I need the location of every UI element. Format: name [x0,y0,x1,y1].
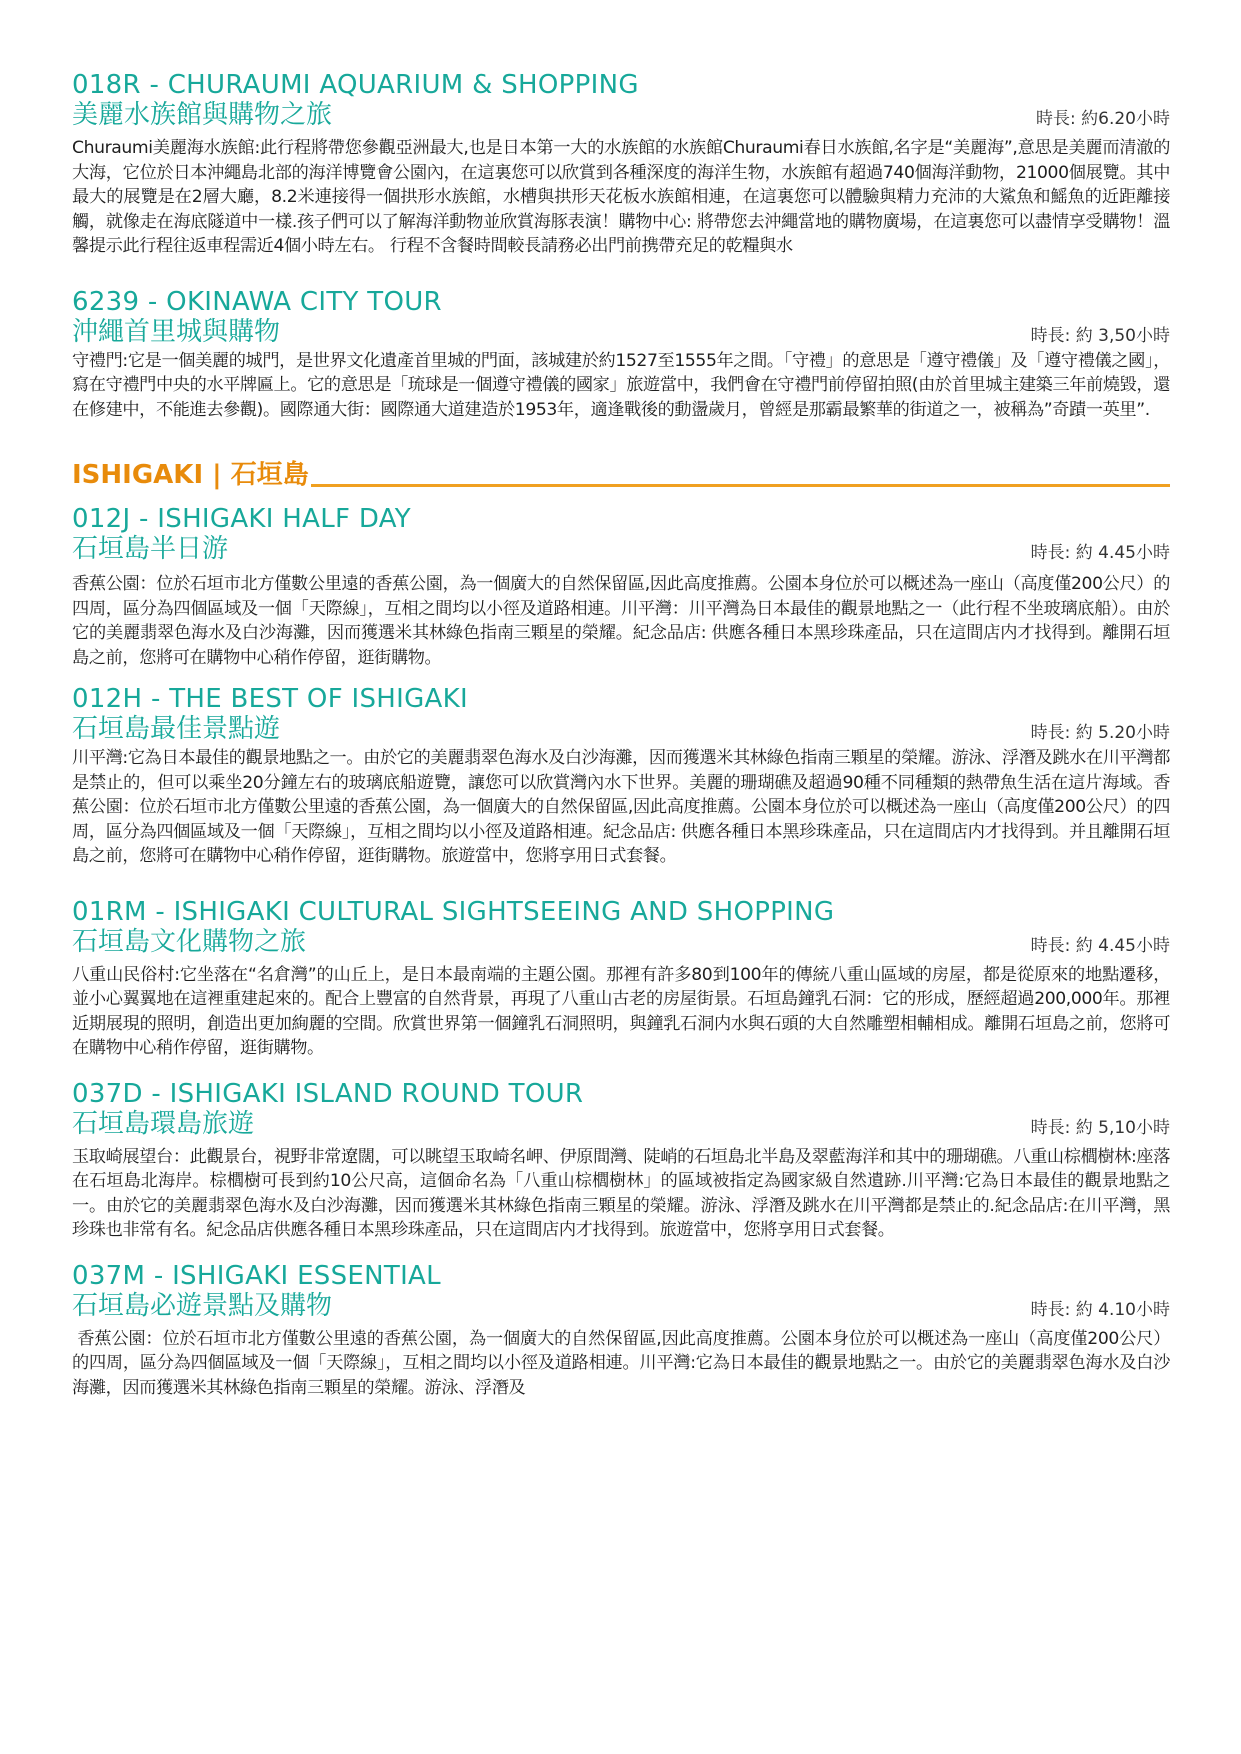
tour-description: 川平灣:它為日本最佳的觀景地點之一。由於它的美麗翡翠色海水及白沙海灘，因而獲選米其林綠色指南三顆星的榮耀。游泳、浮潛及跳水在川平灣都是禁止的，但可以乘坐20分鐘左右的玻璃底船遊覽，讓您可以欣賞灣內水下世界。美麗的珊瑚礁及超過90種不同種類的熱帶魚生活在這片海域。香蕉公園：位於石垣市北方僅數公里遠的香蕉公園，為一個廣大的自然保留區,因此高度推薦。公園本身位於可以概述為一座山（高度僅200公尺）的四周，區分為四個區域及一個「天際線」，互相之間均以小徑及道路相連。紀念品店: 供應各種日本黑珍珠產品，只在這間店内才找得到。并且離開石垣島之前，您將可在購物中心稍作停留，逛街購物。旅遊當中，您將享用日式套餐。 [72,748,1170,866]
tour-012j [72,504,1170,670]
tour-zh-title: 石垣島環島旅遊 [72,1108,255,1139]
tour-code: 018R - CHURAUMI AQUARIUM & SHOPPING [72,70,639,100]
tour-zh-title: 美麗水族館與購物之旅 [72,100,333,130]
tour-zh-title: 石垣島最佳景點遊 [72,714,281,744]
tour-code: 037M - ISHIGAKI ESSENTIAL [72,1260,441,1291]
tour-description: 香蕉公園：位於石垣市北方僅數公里遠的香蕉公園，為一個廣大的自然保留區,因此高度推薦。公園本身位於可以概述為一座山（高度僅200公尺）的四周，區分為四個區域及一個「天際線」，互相之間均以小徑及道路相連。川平灣：川平灣為日本最佳的觀景地點之一（此行程不坐玻璃底船）。由於它的美麗翡翠色海水及白沙海灘，因而獲選米其林綠色指南三顆星的榮耀。紀念品店: 供應各種日本黑珍珠產品，只在這間店内才找得到。離開石垣島之前，您將可在購物中心稍作停留，逛街購物。 [72,574,1170,668]
tour-document [72,70,1170,1400]
tour-duration: 時長: 約 5,10小時 [1030,1117,1170,1138]
tour-duration: 時長: 約 5.20小時 [1030,723,1170,743]
tour-title-row [72,1109,1170,1139]
tour-zh-title: 石垣島半日游 [72,534,229,564]
tour-037d [72,1079,1170,1243]
tour-title-row [72,317,1170,347]
tour-title-row [72,927,1170,957]
region-title: ISHIGAKI | 石垣島 [72,460,309,490]
tour-duration: 時長: 約6.20小時 [1036,109,1170,129]
tour-code: 037D - ISHIGAKI ISLAND ROUND TOUR [72,1078,584,1109]
tour-duration: 時長: 約 3,50小時 [1030,325,1170,346]
tour-zh-title: 石垣島文化購物之旅 [72,926,307,957]
tour-description: 八重山民俗村:它坐落在“名倉灣”的山丘上，是日本最南端的主題公園。那裡有許多80到100年的傳統八重山區域的房屋，都是從原來的地點遷移，並小心翼翼地在這裡重建起來的。配合上豐富的自然背景，再現了八重山古老的房屋街景。石垣島鐘乳石洞：它的形成，歷經超過200,000年。那裡近期展現的照明，創造出更加絢麗的空間。欣賞世界第一個鐘乳石洞照明，與鐘乳石洞内水與石頭的大自然雕塑相輔相成。離開石垣島之前，您將可在購物中心稍作停留，逛街購物。 [72,964,1170,1058]
tour-zh-title: 沖繩首里城與購物 [72,316,281,347]
tour-duration: 時長: 約 4.10小時 [1030,1299,1170,1320]
tour-037m [72,1261,1170,1401]
tour-012h [72,684,1170,869]
tour-duration: 時長: 約 4.45小時 [1030,543,1170,563]
tour-duration: 時長: 約 4.45小時 [1030,935,1170,956]
region-heading-ishigaki [72,460,1170,490]
tour-code: 6239 - OKINAWA CITY TOUR [72,286,442,317]
tour-title-row [72,100,1170,130]
tour-01rm [72,897,1170,1061]
tour-description: Churaumi美麗海水族館:此行程將帶您參觀亞洲最大,也是日本第一大的水族館的水族館Churaumi春日水族館,名字是“美麗海”,意思是美麗而清澈的大海，它位於日本沖繩島北部的海洋博覽會公園內，在這裏您可以欣賞到各種深度的海洋生物，水族館有超過740個海洋動物，21000個展覽。其中最大的展覽是在2層大廳，8.2米連接得一個拱形水族館，水槽與拱形天花板水族館相連，在這裏您可以體驗與精力充沛的大鯊魚和鰩魚的近距離接觸，就像走在海底隧道中一樣.孩子們可以了解海洋動物並欣賞海豚表演！購物中心: 將帶您去沖繩當地的購物廣場，在這裏您可以盡情享受購物！溫馨提示此行程往返車程需近4個小時左右。 行程不含餐時間較長請務必出門前携帶充足的乾糧與水 [72,138,1170,256]
tour-description: 玉取崎展望台：此觀景台，視野非常遼闊，可以眺望玉取崎名岬、伊原間灣、陡峭的石垣島北半島及翠藍海洋和其中的珊瑚礁。八重山棕櫚樹林:座落在石垣島北海岸。棕櫚樹可長到約10公尺高，這個命名為「八重山棕櫚樹林」的區域被指定為國家級自然遺跡.川平灣:它為日本最佳的觀景地點之一。由於它的美麗翡翠色海水及白沙海灘，因而獲選米其林綠色指南三顆星的榮耀。游泳、浮潛及跳水在川平灣都是禁止的.紀念品店:在川平灣，黑珍珠也非常有名。紀念品店供應各種日本黑珍珠產品，只在這間店内才找得到。旅遊當中，您將享用日式套餐。 [72,1146,1170,1240]
tour-018r [72,70,1170,259]
tour-description: 香蕉公園：位於石垣市北方僅數公里遠的香蕉公園，為一個廣大的自然保留區,因此高度推薦。公園本身位於可以概述為一座山（高度僅200公尺）的四周，區分為四個區域及一個「天際線」，互相之間均以小徑及道路相連。川平灣:它為日本最佳的觀景地點之一。由於它的美麗翡翠色海水及白沙海灘，因而獲選米其林綠色指南三顆星的榮耀。游泳、浮潛及 [72,1328,1170,1398]
tour-code: 012J - ISHIGAKI HALF DAY [72,504,411,534]
region-divider [311,484,1170,487]
tour-title-row [72,534,1170,564]
tour-zh-title: 石垣島必遊景點及購物 [72,1290,333,1321]
tour-code: 012H - THE BEST OF ISHIGAKI [72,684,468,714]
tour-title-row [72,1291,1170,1321]
tour-description: 守禮門:它是一個美麗的城門，是世界文化遺產首里城的門面，該城建於約1527至1555年之間。「守禮」的意思是「遵守禮儀」及「遵守禮儀之國」，寫在守禮門中央的水平牌匾上。它的意思是「琉球是一個遵守禮儀的國家」旅遊當中，我們會在守禮門前停留拍照(由於首里城主建築三年前燒毀，還在修建中，不能進去參觀)。國際通大街：國際通大道建造於1953年，適逢戰後的動盪歲月，曾經是那霸最繁華的街道之一，被稱為”奇蹟一英里”. [72,350,1170,420]
tour-6239 [72,287,1170,423]
tour-title-row [72,714,1170,744]
tour-code: 01RM - ISHIGAKI CULTURAL SIGHTSEEING AND SHOPPING [72,896,835,927]
